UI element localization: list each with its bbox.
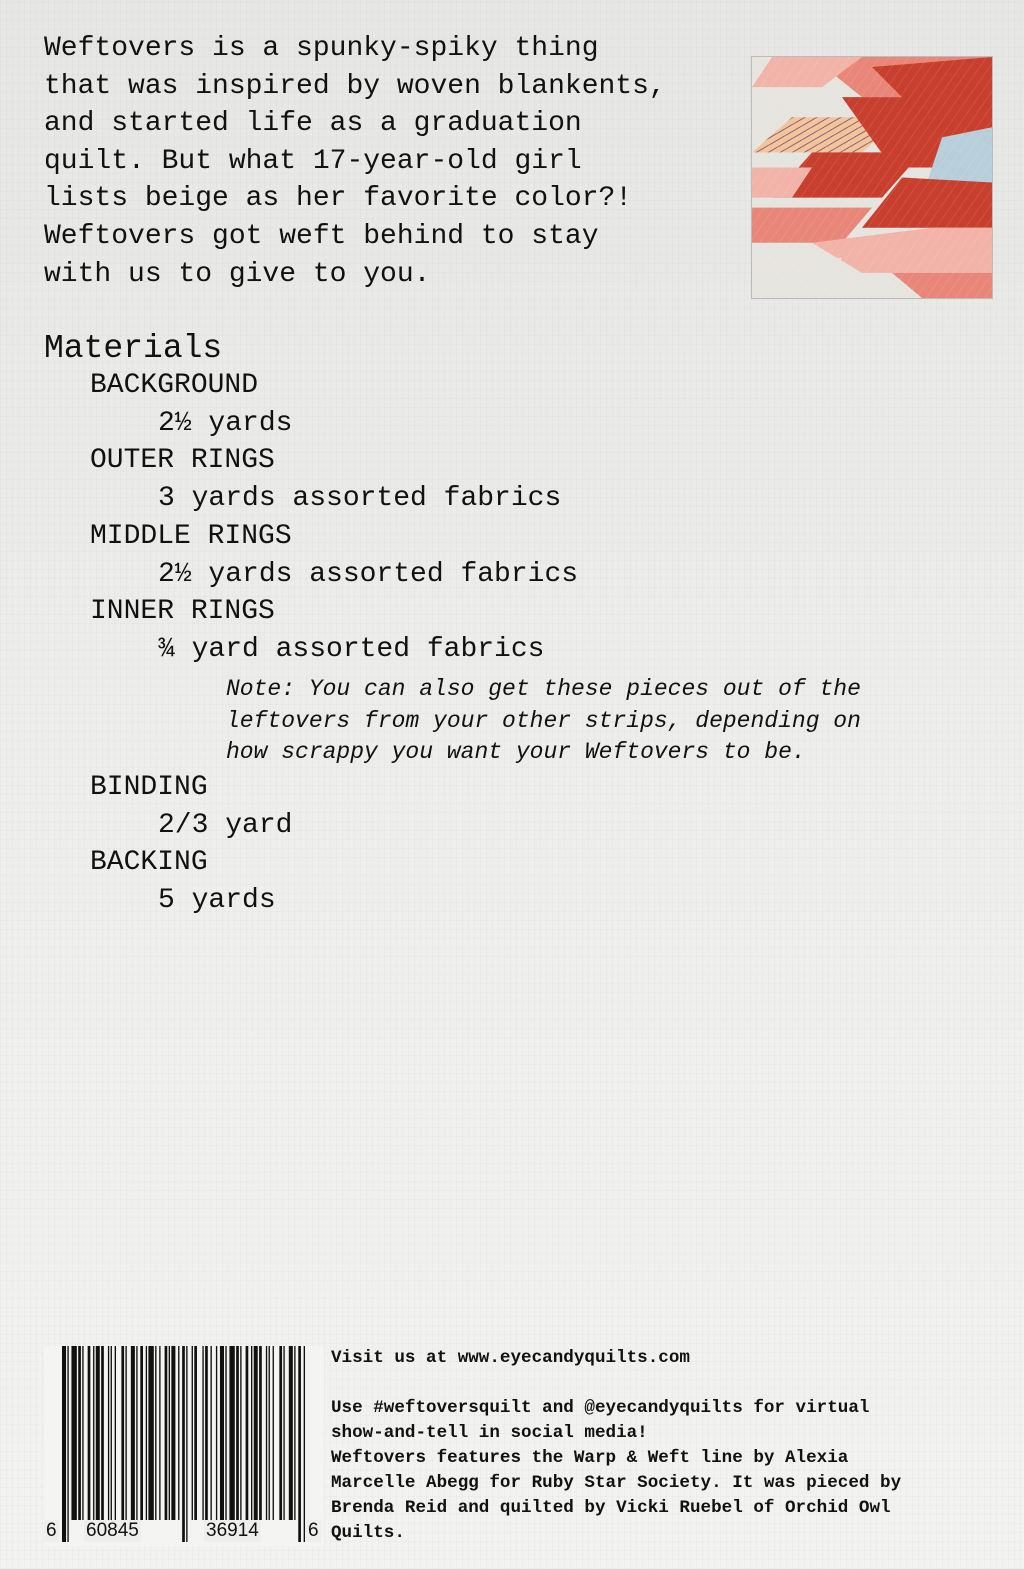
- barcode-digits: [44, 1520, 324, 1544]
- note-line: leftovers from your other strips, depending on: [226, 707, 861, 734]
- barcode-bar: [266, 1346, 267, 1520]
- visit-line: Visit us at www.eyecandyquilts.com: [331, 1348, 690, 1368]
- barcode-bar: [225, 1346, 226, 1520]
- footer-line: Marcelle Abegg for Ruby Star Society. It was pieced by: [331, 1473, 902, 1493]
- barcode-bar: [294, 1346, 295, 1520]
- barcode-digit-group: 6: [308, 1520, 319, 1541]
- intro-line: Weftovers got weft behind to stay: [44, 220, 599, 252]
- barcode-bar: [205, 1346, 208, 1520]
- barcode-bar: [131, 1346, 135, 1520]
- barcode-bar: [216, 1346, 217, 1520]
- quilt-photo: [751, 56, 993, 299]
- intro-line: lists beige as her favorite color?!: [44, 183, 633, 215]
- barcode-bar: [192, 1346, 193, 1520]
- barcode-bar: [67, 1346, 68, 1542]
- barcode-bar: [251, 1346, 252, 1520]
- intro-line: quilt. But what 17-year-old girl: [44, 145, 582, 177]
- materials-note: [226, 674, 986, 769]
- barcode-bar: [194, 1346, 197, 1520]
- barcode-bar: [283, 1346, 284, 1520]
- barcode-bar: [111, 1346, 112, 1520]
- footer-line: Use #weftoversquilt and @eyecandyquilts for virtual: [331, 1398, 870, 1418]
- barcode-bars: [44, 1346, 324, 1546]
- materials-title: Materials: [44, 330, 223, 367]
- barcode-bar: [273, 1346, 274, 1520]
- intro-line: Weftovers is a spunky-spiky thing: [44, 33, 599, 64]
- barcode-bar: [254, 1346, 258, 1520]
- barcode-bar: [220, 1346, 224, 1520]
- barcode-digit-group: 36914: [206, 1520, 259, 1541]
- barcode-bar: [269, 1346, 270, 1520]
- barcode-bar: [186, 1346, 187, 1542]
- material-category: INNER RINGS: [90, 596, 275, 627]
- barcode-bar: [165, 1346, 168, 1520]
- intro-line: with us to give to you.: [44, 258, 431, 290]
- barcode-bar: [202, 1346, 203, 1520]
- barcode-bar: [88, 1346, 91, 1520]
- barcode-bar: [71, 1346, 76, 1520]
- material-category: OUTER RINGS: [90, 445, 275, 476]
- material-category: BACKING: [90, 847, 208, 878]
- barcode-bar: [115, 1346, 116, 1520]
- material-category: MIDDLE RINGS: [90, 521, 292, 552]
- barcode-bar: [93, 1346, 94, 1520]
- barcode-digit-group: 6: [46, 1520, 57, 1541]
- barcode-bar: [182, 1346, 185, 1542]
- barcode-bar: [298, 1346, 301, 1542]
- material-amount: 2½ yards assorted fabrics: [158, 559, 579, 590]
- barcode-bar: [96, 1346, 100, 1520]
- barcode-bar: [140, 1346, 143, 1520]
- barcode-bar: [211, 1346, 212, 1520]
- barcode-bar: [304, 1346, 305, 1542]
- barcode-bar: [78, 1346, 81, 1520]
- barcode: [44, 1346, 324, 1546]
- barcode-bar: [169, 1346, 170, 1520]
- barcode-bar: [171, 1346, 175, 1520]
- note-line: how scrappy you want your Weftovers to be.: [226, 739, 806, 765]
- barcode-digit-group: 60845: [86, 1520, 139, 1541]
- note-line: Note: You can also get these pieces out of the: [226, 676, 861, 702]
- footer-line: Quilts.: [331, 1523, 405, 1543]
- barcode-bar: [121, 1346, 124, 1520]
- barcode-bar: [62, 1346, 66, 1542]
- barcode-bar: [136, 1346, 137, 1520]
- material-amount: 5 yards: [158, 885, 276, 916]
- quilt-illustration: [752, 57, 992, 298]
- material-category: BINDING: [90, 772, 208, 803]
- barcode-bar: [236, 1346, 239, 1520]
- footer-info: [331, 1346, 1011, 1546]
- barcode-bar: [82, 1346, 83, 1520]
- intro-paragraph: [44, 30, 744, 293]
- barcode-bar: [279, 1346, 282, 1520]
- barcode-bar: [178, 1346, 179, 1520]
- barcode-bar: [289, 1346, 293, 1520]
- material-category: BACKGROUND: [90, 370, 259, 401]
- barcode-bar: [259, 1346, 262, 1520]
- footer-line: show-and-tell in social media!: [331, 1423, 648, 1443]
- material-amount: ¾ yard assorted fabrics: [158, 634, 545, 665]
- barcode-bar: [108, 1346, 109, 1520]
- material-amount: 2/3 yard: [158, 810, 293, 841]
- footer-line: Brenda Reid and quilted by Vicki Ruebel of Orchid Owl: [331, 1498, 891, 1518]
- barcode-bar: [159, 1346, 160, 1520]
- material-amount: 2½ yards: [158, 408, 293, 439]
- material-amount: 3 yards assorted fabrics: [158, 483, 562, 514]
- barcode-bar: [146, 1346, 147, 1520]
- barcode-bar: [246, 1346, 249, 1520]
- barcode-bar: [101, 1346, 104, 1520]
- barcode-bar: [148, 1346, 153, 1520]
- barcode-bar: [240, 1346, 241, 1520]
- barcode-bar: [125, 1346, 126, 1520]
- footer-line: Weftovers features the Warp & Weft line by Alexia: [331, 1448, 849, 1468]
- intro-line: and started life as a graduation: [44, 108, 582, 140]
- barcode-bar: [229, 1346, 234, 1520]
- barcode-bar: [155, 1346, 156, 1520]
- intro-line: that was inspired by woven blankents,: [44, 70, 666, 102]
